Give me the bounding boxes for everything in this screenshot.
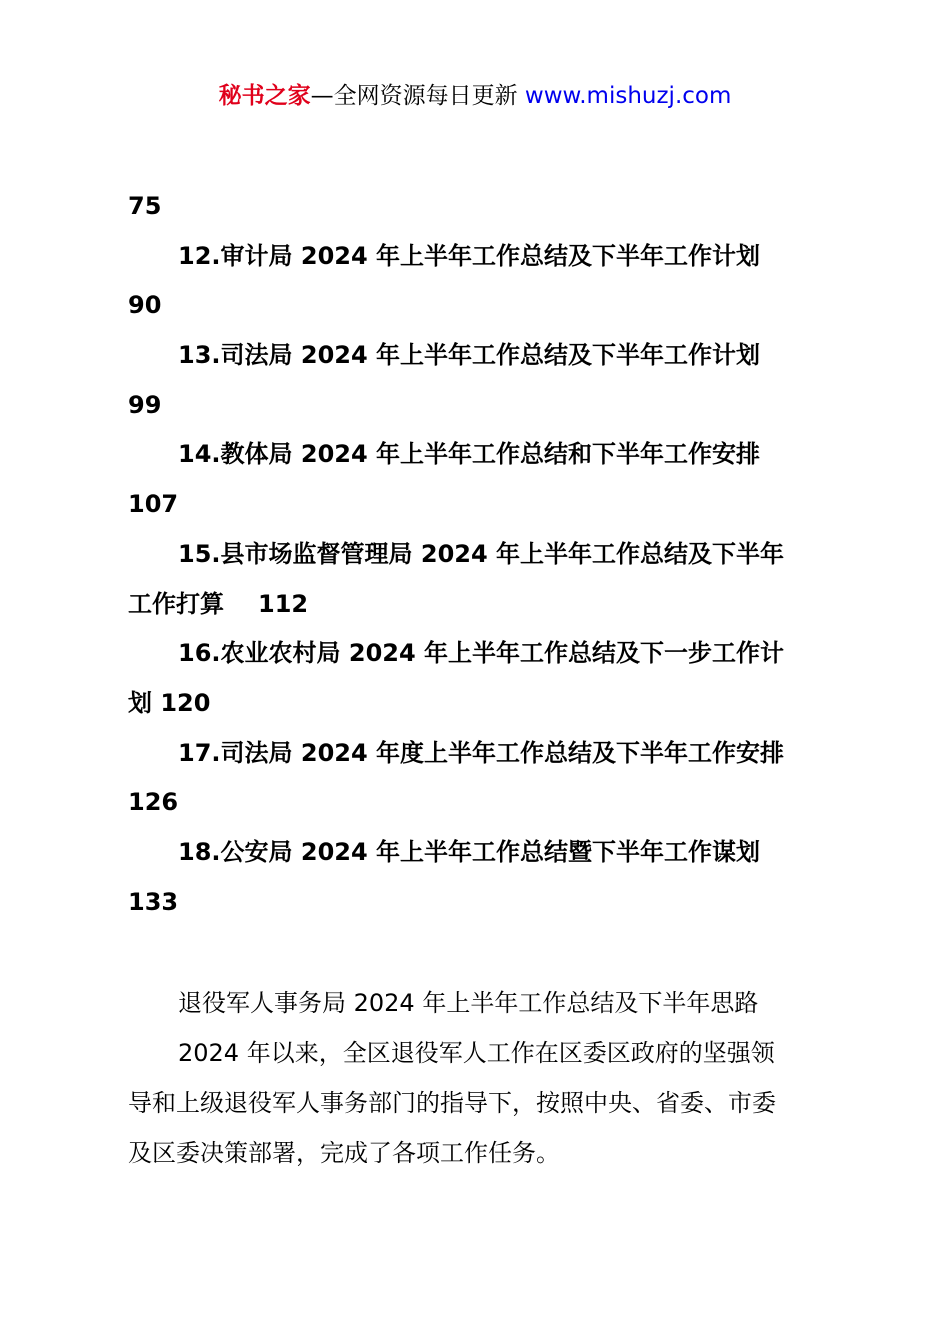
article-paragraph-line: 导和上级退役军人事务部门的指导下，按照中央、省委、市委 xyxy=(128,1089,776,1117)
toc-entry-15-title[interactable]: 15.县市场监督管理局 2024 年上半年工作总结及下半年 xyxy=(178,539,785,568)
toc-entry-13-page: 99 xyxy=(128,390,162,419)
toc-entry-15-title-cont[interactable]: 工作打算 xyxy=(128,589,224,618)
toc-entry-18-page: 133 xyxy=(128,887,179,916)
toc-entry-13-title[interactable]: 13.司法局 2024 年上半年工作总结及下半年工作计划 xyxy=(178,341,761,370)
article-paragraph-line: 2024 年以来，全区退役军人工作在区委区政府的坚强领 xyxy=(178,1039,775,1067)
toc-entry-16-title-cont[interactable]: 划 xyxy=(128,688,152,717)
site-tagline: —全网资源每日更新 xyxy=(310,83,525,109)
toc-entry-16-page: 120 xyxy=(160,688,211,717)
toc-entry-17-title[interactable]: 17.司法局 2024 年度上半年工作总结及下半年工作安排 xyxy=(178,738,785,767)
toc-entry-12-title[interactable]: 12.审计局 2024 年上半年工作总结及下半年工作计划 xyxy=(178,241,761,270)
toc-entry-14-page: 107 xyxy=(128,490,179,519)
toc-entry-14-title[interactable]: 14.教体局 2024 年上半年工作总结和下半年工作安排 xyxy=(178,440,761,469)
article-paragraph-line: 及区委决策部署，完成了各项工作任务。 xyxy=(128,1139,560,1167)
toc-entry-16-title[interactable]: 16.农业农村局 2024 年上半年工作总结及下一步工作计 xyxy=(178,639,785,668)
toc-entry-15-page: 112 xyxy=(258,589,309,618)
site-brand: 秘书之家 xyxy=(218,83,311,109)
site-header xyxy=(0,78,950,114)
article-title: 退役军人事务局 2024 年上半年工作总结及下半年思路 xyxy=(178,989,759,1017)
toc-entry-16-continuation xyxy=(128,679,832,729)
toc-entry-18-title[interactable]: 18.公安局 2024 年上半年工作总结暨下半年工作谋划 xyxy=(178,837,761,866)
toc-entry-15-continuation xyxy=(128,580,832,630)
toc-entry-12-page: 90 xyxy=(128,291,162,320)
article-body xyxy=(128,978,838,1178)
toc-entry-17-page: 126 xyxy=(128,788,179,817)
site-url-link[interactable]: www.mishuzj.com xyxy=(524,83,732,109)
table-of-contents xyxy=(128,182,832,927)
toc-carryover-page: 75 xyxy=(128,192,162,220)
